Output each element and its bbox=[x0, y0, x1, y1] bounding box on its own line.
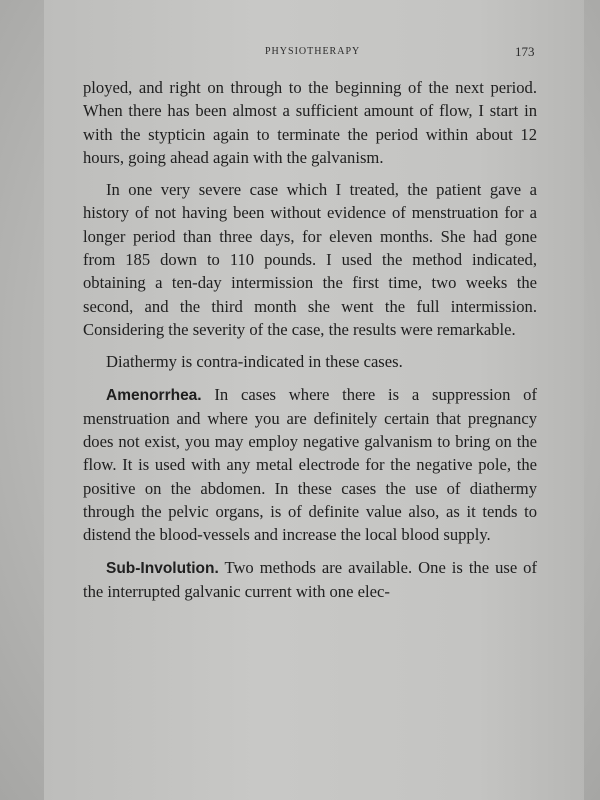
running-title: PHYSIOTHERAPY bbox=[265, 46, 361, 57]
paragraph-text: In one very severe case which I treated, the patient gave a history of not having been without evidence of menstruation for a longer period than three days, for eleven months. She had gone from 185 down to 110 pounds. I used the method indicated, obtaining a ten-day intermission the first time, two weeks the second, and the third month she went the full intermission. Considering the severity of the case, the results were remarkable. bbox=[83, 180, 537, 339]
body-text bbox=[83, 76, 537, 603]
paragraph-text: In cases where there is a suppression of menstruation and where you are definitely certain that pregnancy does not exist, you may employ negative galvanism to bring on the flow. It is used with any metal electrode for the negative pole, the positive on the abdomen. In these cases the use of diathermy through the pelvic organs, is of definite value also, as it tends to distend the blood-vessels and increase the local blood supply. bbox=[83, 384, 537, 545]
paragraph-diathermy-note bbox=[83, 350, 537, 373]
paragraph-text: Diathermy is contra-indicated in these cases. bbox=[106, 352, 403, 372]
paragraph-text: ployed, and right on through to the beginning of the next period. When there has been almost a sufficient amount of flow, I start in with the stypticin again to terminate the period within about 12 hours, going ahead again with the galvanism. bbox=[83, 78, 537, 167]
paragraph-text: Two methods are available. One is the use of the interrupted galvanic current with one elec- bbox=[83, 557, 537, 601]
paragraph-continuation bbox=[83, 76, 537, 169]
page-number: 173 bbox=[515, 44, 535, 59]
paragraph-severe-case bbox=[83, 178, 537, 341]
paragraph-amenorrhea bbox=[83, 383, 537, 547]
section-heading-sub-involution: Sub-Involution. bbox=[106, 559, 219, 577]
paragraph-sub-involution bbox=[83, 556, 537, 604]
section-heading-amenorrhea: Amenorrhea. bbox=[106, 386, 202, 404]
page-header bbox=[0, 46, 600, 66]
